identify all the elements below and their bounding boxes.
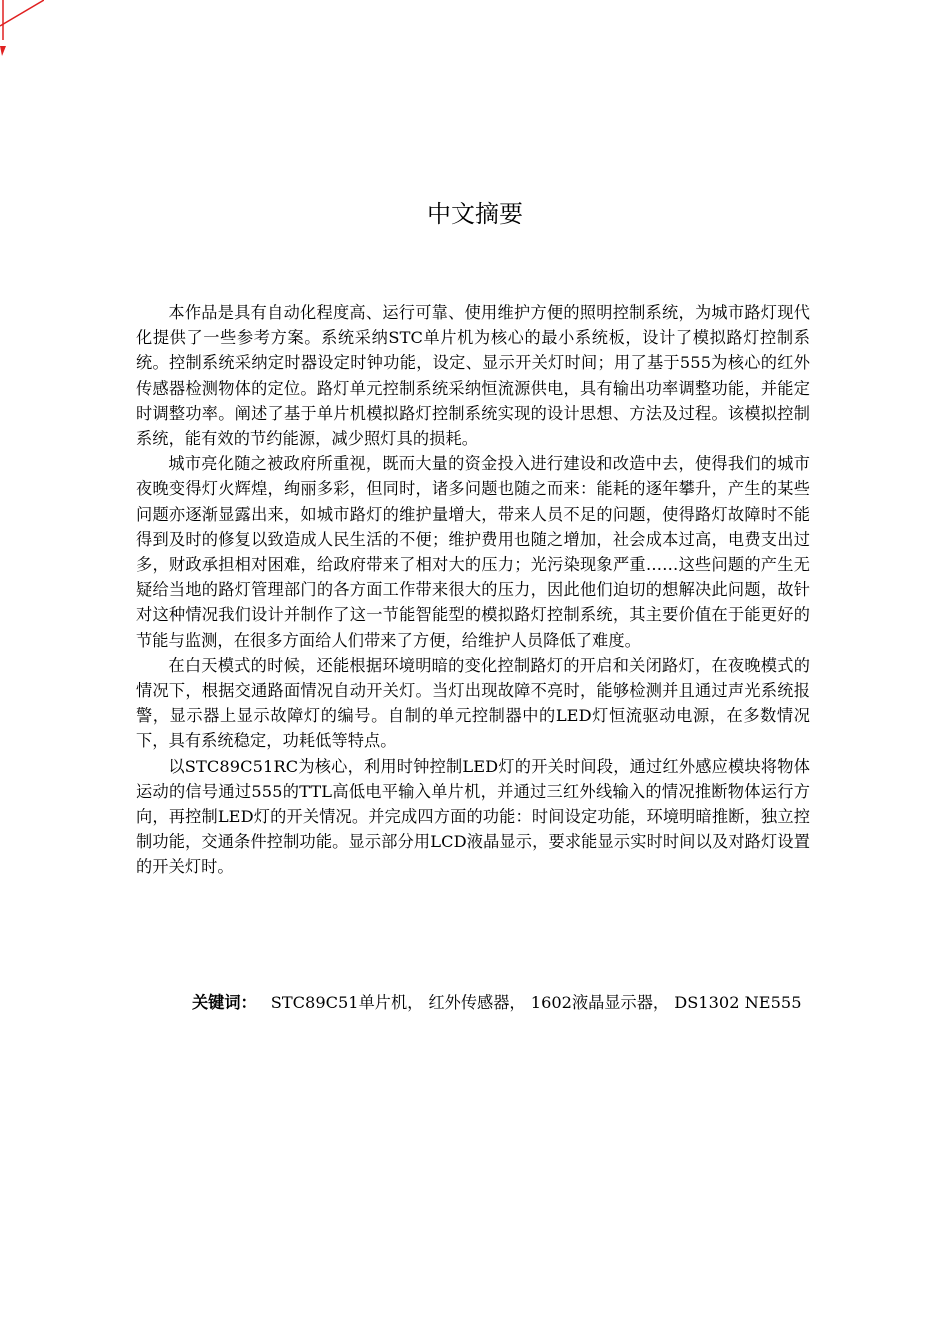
paragraph-4: 以STC89C51RC为核心，利用时钟控制LED灯的开关时间段，通过红外感应模块将物体运动的信号通过555的TTL高低电平输入单片机，并通过三红外线输入的情况推断物体运行方向，再控制LED灯的开关情况。并完成四方面的功能：时间设定功能，环境明暗推断，独立控制功能，交通条件控制功能。显示部分用LCD液晶显示，要求能显示实时时间以及对路灯设置的开关灯时。 (136, 756, 810, 877)
keywords-label: 关键词： (192, 993, 257, 1012)
page-title: 中文摘要 (427, 200, 523, 228)
page-corner-mark (0, 0, 44, 60)
abstract-body (136, 300, 810, 880)
keywords-text: STC89C51单片机， 红外传感器， 1602液晶显示器， DS1302 NE555 (270, 993, 802, 1012)
paragraph-1: 本作品是具有自动化程度高、运行可靠、使用维护方便的照明控制系统，为城市路灯现代化提供了一些参考方案。系统采纳STC单片机为核心的最小系统板，设计了模拟路灯控制系统。控制系统采纳定时器设定时钟功能，设定、显示开关灯时间；用了基于555为核心的红外传感器检测物体的定位。路灯单元控制系统采纳恒流源供电，具有输出功率调整功能，并能定时调整功率。阐述了基于单片机模拟路灯控制系统实现的设计思想、方法及过程。该模拟控制系统，能有效的节约能源，减少照灯具的损耗。 (136, 303, 810, 449)
paragraph-2: 城市亮化随之被政府所重视，既而大量的资金投入进行建设和改造中去，使得我们的城市夜晚变得灯火辉煌，绚丽多彩，但同时，诸多问题也随之而来：能耗的逐年攀升，产生的某些问题亦逐渐显露出来，如城市路灯的维护量增大，带来人员不足的问题，使得路灯故障时不能得到及时的修复以致造成人民生活的不便；维护费用也随之增加，社会成本过高，电费支出过多，财政承担相对困难，给政府带来了相对大的压力；光污染现象严重……这些问题的产生无疑给当地的路灯管理部门的各方面工作带来很大的压力，因此他们迫切的想解决此问题，故针对这种情况我们设计并制作了这一节能智能型的模拟路灯控制系统，其主要价值在于能更好的节能与监测，在很多方面给人们带来了方便，给维护人员降低了难度。 (136, 454, 810, 650)
paragraph-3: 在白天模式的时候，还能根据环境明暗的变化控制路灯的开启和关闭路灯，在夜晚模式的情况下，根据交通路面情况自动开关灯。当灯出现故障不亮时，能够检测并且通过声光系统报警，显示器上显示故障灯的编号。自制的单元控制器中的LED灯恒流驱动电源，在多数情况下，具有系统稳定，功耗低等特点。 (136, 655, 810, 751)
keywords-line (136, 990, 816, 1015)
